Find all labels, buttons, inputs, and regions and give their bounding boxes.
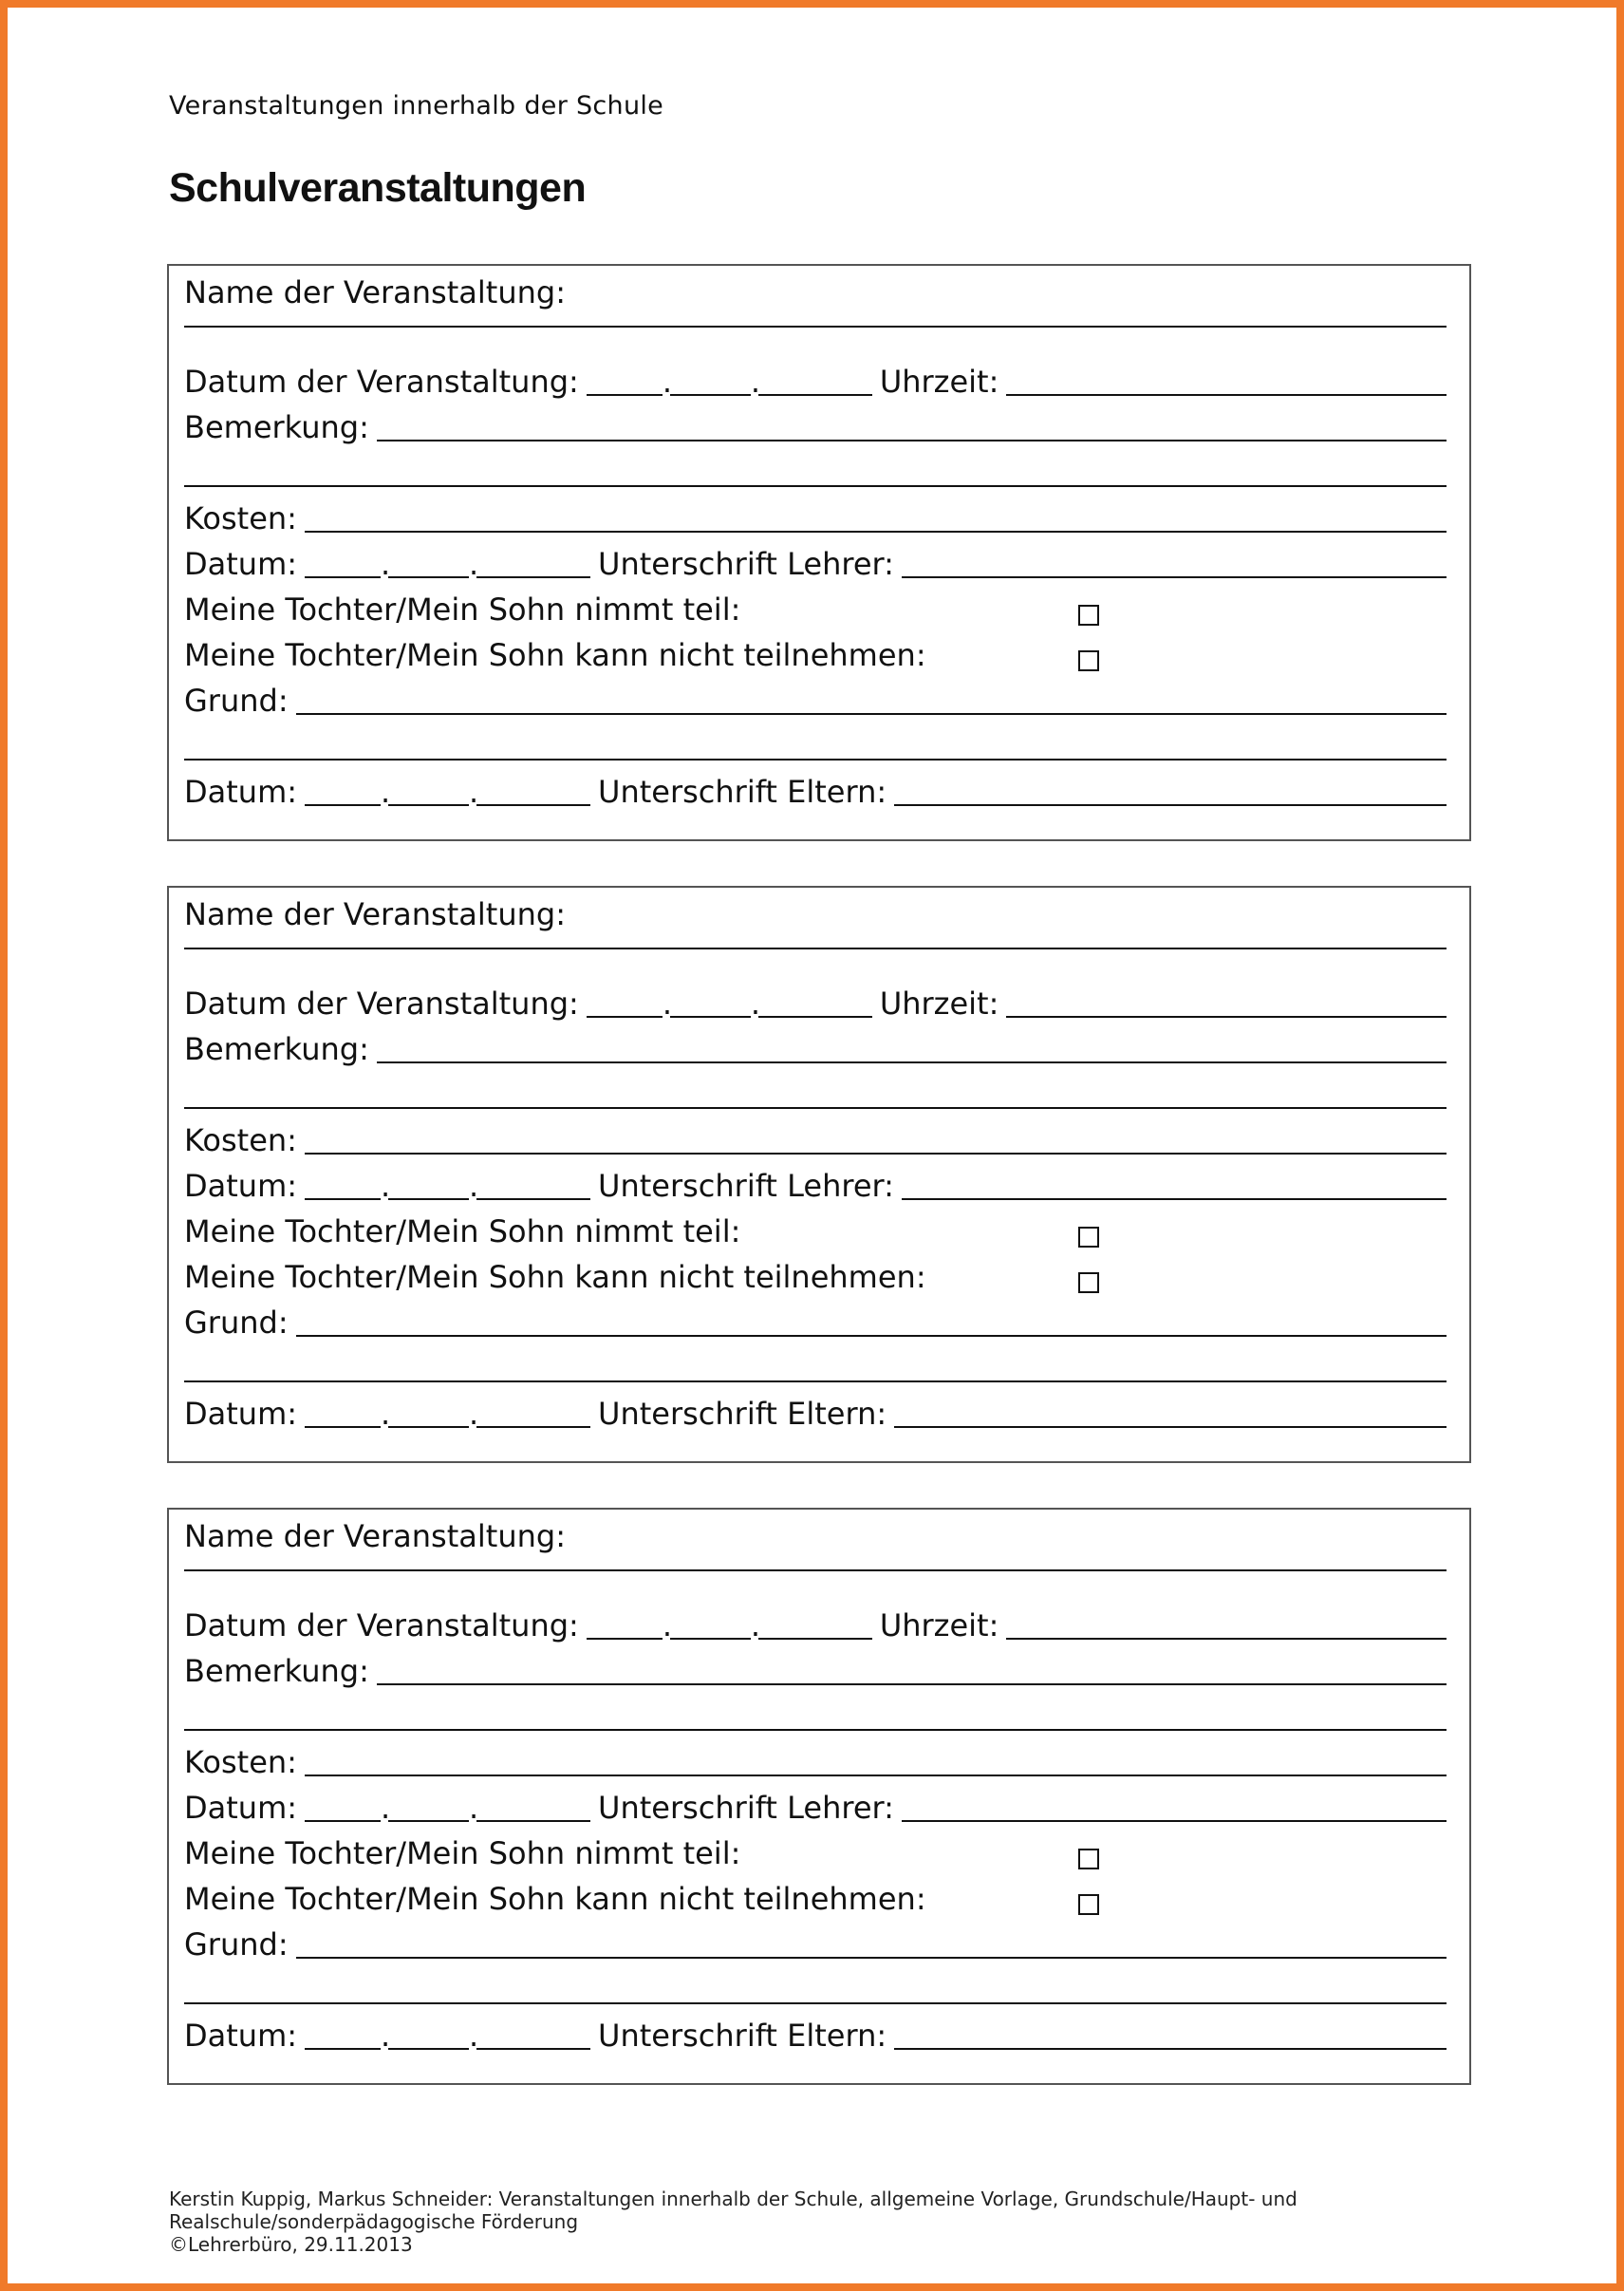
- remark-field[interactable]: [377, 1683, 1447, 1685]
- participates-checkbox[interactable]: [1078, 605, 1099, 626]
- row-parent-date: [184, 773, 1447, 811]
- cost-field[interactable]: [305, 1775, 1447, 1776]
- row-event-name-line: [184, 294, 1447, 332]
- date-separator: .: [381, 1790, 391, 1826]
- row-not-participates: [184, 1258, 1447, 1296]
- teacher-date-month-field[interactable]: [388, 576, 469, 578]
- event-date-day-field[interactable]: [587, 394, 663, 396]
- event-date-month-field[interactable]: [670, 1638, 751, 1640]
- date-separator: .: [469, 1168, 479, 1204]
- teacher-date-year-field[interactable]: [476, 576, 590, 578]
- participates-checkbox[interactable]: [1078, 1227, 1099, 1248]
- not-participates-checkbox[interactable]: [1078, 1272, 1099, 1293]
- remark-field-continued[interactable]: [184, 1107, 1447, 1109]
- teacher-date-month-field[interactable]: [388, 1198, 469, 1200]
- parent-date-month-field[interactable]: [388, 2048, 469, 2050]
- parent-date-month-field[interactable]: [388, 1426, 469, 1428]
- row-event-name-line: [184, 916, 1447, 954]
- remark-label: Bemerkung:: [184, 1653, 369, 1689]
- row-reason-line: [184, 1349, 1447, 1387]
- remark-field-continued[interactable]: [184, 1729, 1447, 1731]
- teacher-date-day-field[interactable]: [305, 576, 381, 578]
- teacher-date-label: Datum:: [184, 1790, 298, 1826]
- event-name-label: Name der Veranstaltung:: [184, 274, 566, 310]
- date-separator: .: [469, 546, 479, 582]
- teacher-signature-field[interactable]: [902, 576, 1447, 578]
- parent-date-year-field[interactable]: [476, 804, 590, 806]
- parent-date-day-field[interactable]: [305, 804, 381, 806]
- time-label: Uhrzeit:: [879, 986, 999, 1022]
- remark-label: Bemerkung:: [184, 1031, 369, 1067]
- row-reason: [184, 1925, 1447, 1963]
- row-remark: [184, 1030, 1447, 1068]
- event-date-label: Datum der Veranstaltung:: [184, 986, 579, 1022]
- teacher-signature-label: Unterschrift Lehrer:: [598, 1790, 894, 1826]
- teacher-signature-label: Unterschrift Lehrer:: [598, 546, 894, 582]
- not-participates-label: Meine Tochter/Mein Sohn kann nicht teilnehmen:: [184, 637, 926, 673]
- row-reason: [184, 1304, 1447, 1342]
- date-separator: .: [469, 1396, 479, 1432]
- date-separator: .: [750, 1607, 760, 1643]
- row-remark: [184, 408, 1447, 446]
- row-remark: [184, 1652, 1447, 1690]
- time-label: Uhrzeit:: [879, 364, 999, 400]
- participates-label: Meine Tochter/Mein Sohn nimmt teil:: [184, 1213, 741, 1249]
- teacher-signature-field[interactable]: [902, 1198, 1447, 1200]
- teacher-date-day-field[interactable]: [305, 1820, 381, 1822]
- parent-signature-field[interactable]: [894, 1426, 1447, 1428]
- row-not-participates: [184, 636, 1447, 674]
- document-title: Schulveranstaltungen: [169, 165, 587, 211]
- row-reason: [184, 682, 1447, 720]
- row-remark-line: [184, 1698, 1447, 1736]
- teacher-signature-field[interactable]: [902, 1820, 1447, 1822]
- parent-signature-field[interactable]: [894, 2048, 1447, 2050]
- teacher-signature-label: Unterschrift Lehrer:: [598, 1168, 894, 1204]
- parent-date-day-field[interactable]: [305, 1426, 381, 1428]
- teacher-date-label: Datum:: [184, 1168, 298, 1204]
- parent-signature-field[interactable]: [894, 804, 1447, 806]
- time-field[interactable]: [1006, 1638, 1447, 1640]
- not-participates-checkbox[interactable]: [1078, 650, 1099, 671]
- date-separator: .: [662, 364, 672, 400]
- cost-field[interactable]: [305, 1153, 1447, 1155]
- row-cost: [184, 1743, 1447, 1781]
- date-separator: .: [381, 546, 391, 582]
- footer-line-2: Realschule/sonderpädagogische Förderung: [169, 2210, 579, 2233]
- document-subtitle: Veranstaltungen innerhalb der Schule: [169, 91, 664, 121]
- date-separator: .: [662, 1607, 672, 1643]
- parent-signature-label: Unterschrift Eltern:: [598, 1396, 887, 1432]
- reason-field-continued[interactable]: [184, 2002, 1447, 2004]
- event-name-field[interactable]: [184, 326, 1447, 328]
- event-name-field[interactable]: [184, 1569, 1447, 1571]
- row-participates: [184, 1212, 1447, 1250]
- date-separator: .: [469, 1790, 479, 1826]
- row-reason-line: [184, 1971, 1447, 2009]
- parent-signature-label: Unterschrift Eltern:: [598, 774, 887, 810]
- event-form-3: [167, 1508, 1471, 2085]
- event-date-label: Datum der Veranstaltung:: [184, 1607, 579, 1643]
- parent-date-day-field[interactable]: [305, 2048, 381, 2050]
- parent-signature-label: Unterschrift Eltern:: [598, 2018, 887, 2054]
- participates-checkbox[interactable]: [1078, 1849, 1099, 1869]
- event-form-1: [167, 264, 1471, 841]
- row-cost: [184, 499, 1447, 537]
- row-event-date: [184, 985, 1447, 1023]
- reason-field-continued[interactable]: [184, 1380, 1447, 1382]
- teacher-date-month-field[interactable]: [388, 1820, 469, 1822]
- row-teacher-date: [184, 1167, 1447, 1205]
- event-date-day-field[interactable]: [587, 1016, 663, 1018]
- date-separator: .: [381, 774, 391, 810]
- row-remark-line: [184, 1076, 1447, 1114]
- footer-line-3: ©Lehrerbüro, 29.11.2013: [169, 2233, 413, 2256]
- event-date-year-field[interactable]: [758, 1016, 872, 1018]
- remark-field-continued[interactable]: [184, 485, 1447, 487]
- row-parent-date: [184, 2017, 1447, 2055]
- remark-label: Bemerkung:: [184, 409, 369, 445]
- parent-date-label: Datum:: [184, 1396, 298, 1432]
- event-date-month-field[interactable]: [670, 394, 751, 396]
- date-separator: .: [381, 1168, 391, 1204]
- reason-label: Grund:: [184, 1305, 289, 1341]
- event-date-year-field[interactable]: [758, 1638, 872, 1640]
- event-name-label: Name der Veranstaltung:: [184, 1518, 566, 1554]
- row-reason-line: [184, 727, 1447, 765]
- date-separator: .: [469, 774, 479, 810]
- parent-date-year-field[interactable]: [476, 1426, 590, 1428]
- date-separator: .: [381, 2018, 391, 2054]
- event-name-field[interactable]: [184, 948, 1447, 949]
- reason-label: Grund:: [184, 1926, 289, 1962]
- parent-date-label: Datum:: [184, 774, 298, 810]
- reason-field[interactable]: [296, 1335, 1447, 1337]
- event-date-year-field[interactable]: [758, 394, 872, 396]
- date-separator: .: [750, 986, 760, 1022]
- cost-label: Kosten:: [184, 1122, 297, 1158]
- teacher-date-label: Datum:: [184, 546, 298, 582]
- time-field[interactable]: [1006, 394, 1447, 396]
- not-participates-checkbox[interactable]: [1078, 1894, 1099, 1915]
- cost-field[interactable]: [305, 531, 1447, 533]
- parent-date-month-field[interactable]: [388, 804, 469, 806]
- event-date-label: Datum der Veranstaltung:: [184, 364, 579, 400]
- row-teacher-date: [184, 545, 1447, 583]
- event-date-month-field[interactable]: [670, 1016, 751, 1018]
- row-teacher-date: [184, 1789, 1447, 1827]
- event-form-2: [167, 886, 1471, 1463]
- row-cost: [184, 1121, 1447, 1159]
- row-event-name-line: [184, 1538, 1447, 1576]
- reason-field[interactable]: [296, 1957, 1447, 1959]
- reason-label: Grund:: [184, 683, 289, 719]
- date-separator: .: [381, 1396, 391, 1432]
- row-event-date: [184, 1606, 1447, 1644]
- row-parent-date: [184, 1395, 1447, 1433]
- date-separator: .: [750, 364, 760, 400]
- date-separator: .: [662, 986, 672, 1022]
- event-name-label: Name der Veranstaltung:: [184, 896, 566, 932]
- parent-date-label: Datum:: [184, 2018, 298, 2054]
- reason-field[interactable]: [296, 713, 1447, 715]
- row-participates: [184, 591, 1447, 629]
- teacher-date-year-field[interactable]: [476, 1820, 590, 1822]
- remark-field[interactable]: [377, 1061, 1447, 1063]
- teacher-date-day-field[interactable]: [305, 1198, 381, 1200]
- row-event-date: [184, 363, 1447, 401]
- date-separator: .: [469, 2018, 479, 2054]
- participates-label: Meine Tochter/Mein Sohn nimmt teil:: [184, 1835, 741, 1871]
- row-participates: [184, 1834, 1447, 1872]
- participates-label: Meine Tochter/Mein Sohn nimmt teil:: [184, 592, 741, 628]
- event-date-day-field[interactable]: [587, 1638, 663, 1640]
- footer-credits: [169, 2188, 1297, 2256]
- parent-date-year-field[interactable]: [476, 2048, 590, 2050]
- not-participates-label: Meine Tochter/Mein Sohn kann nicht teilnehmen:: [184, 1881, 926, 1917]
- remark-field[interactable]: [377, 440, 1447, 441]
- footer-line-1: Kerstin Kuppig, Markus Schneider: Veranstaltungen innerhalb der Schule, allgemeine Vorlage, Grundschule/Haupt- und: [169, 2188, 1297, 2210]
- time-label: Uhrzeit:: [879, 1607, 999, 1643]
- reason-field-continued[interactable]: [184, 759, 1447, 761]
- time-field[interactable]: [1006, 1016, 1447, 1018]
- not-participates-label: Meine Tochter/Mein Sohn kann nicht teilnehmen:: [184, 1259, 926, 1295]
- cost-label: Kosten:: [184, 500, 297, 536]
- row-remark-line: [184, 454, 1447, 492]
- cost-label: Kosten:: [184, 1744, 297, 1780]
- row-not-participates: [184, 1880, 1447, 1918]
- teacher-date-year-field[interactable]: [476, 1198, 590, 1200]
